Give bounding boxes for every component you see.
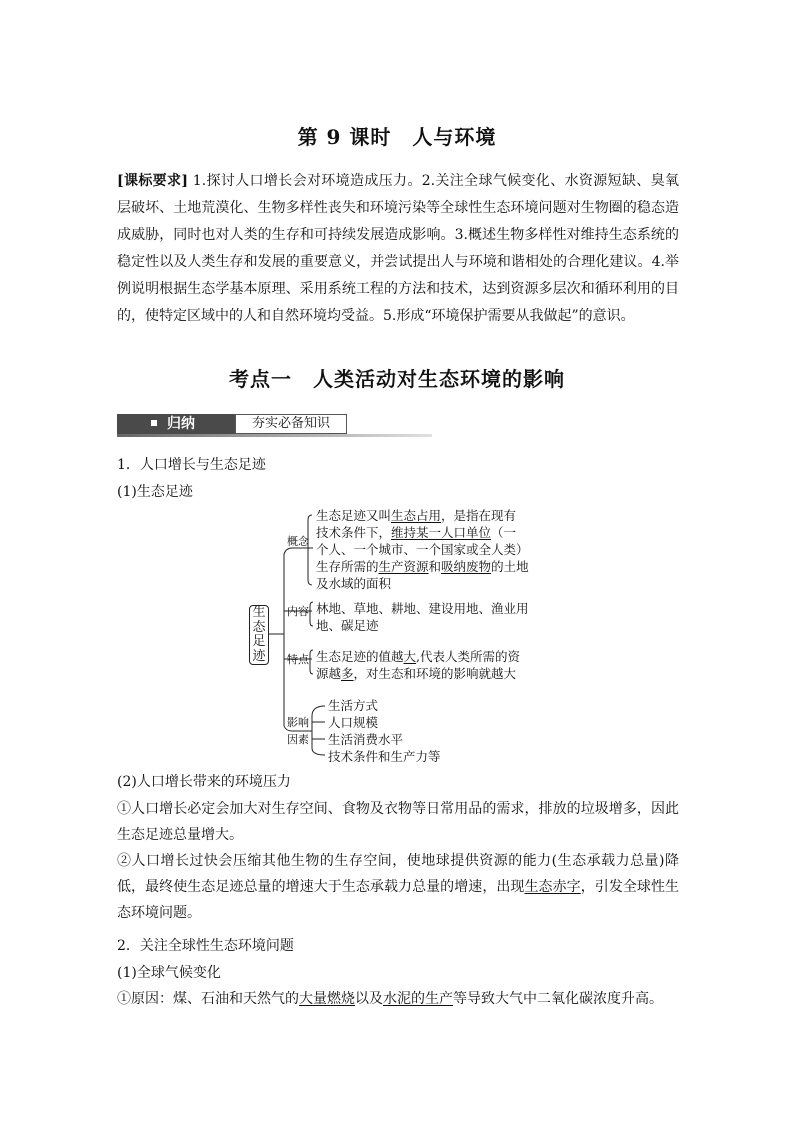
label-feature: 特点: [287, 653, 309, 666]
factor-item: 人口规模: [328, 715, 379, 730]
factor-item: 生活消费水平: [328, 732, 404, 747]
banner-dark-label: 归纳: [117, 414, 235, 434]
factor-item: 生活方式: [328, 698, 379, 713]
heading-environmental-pressure: (2)人口增长带来的环境压力: [117, 774, 291, 790]
content-text: 林地、草地、耕地、建设用地、渔业用 地、碳足迹: [316, 601, 529, 633]
heading-climate-change: (1)全球气候变化: [117, 965, 221, 981]
requirements-tag: [课标要求]: [117, 173, 188, 189]
heading-population-growth: 1．人口增长与生态足迹: [117, 457, 266, 473]
underlined-term: 大量燃烧: [299, 991, 355, 1007]
paragraph-1: ①人口增长必定会加大对生存空间、食物及衣物等日常用品的需求，排放的垃圾增多，因此生态足迹总量增大。: [117, 801, 679, 843]
diagram-root: 生态足迹: [249, 605, 269, 665]
factor-list: [328, 697, 528, 765]
banner-light-label: 夯实必备知识: [235, 414, 347, 434]
label-concept: 概念: [287, 535, 309, 548]
section-title: 考点一 人类活动对生态环境的影响: [229, 367, 565, 391]
paragraph-2: ②人口增长过快会压缩其他生物的生存空间，使地球提供资源的能力(生态承载力总量)降低，最终使生态足迹总量的增速大于生态承载力总量的增速，出现生态赤字，引发全球性生态环境问题。: [117, 853, 680, 921]
heading-global-issues: 2．关注全球性生态环境问题: [117, 938, 294, 954]
heading-ecological-footprint: (1)生态足迹: [117, 484, 193, 500]
paragraph-3: ①原因：煤、石油和天然气的大量燃烧以及水泥的生产等导致大气中二氧化碳浓度升高。: [117, 991, 663, 1007]
concept-text: 生态足迹又叫生态占用，是指在现有 技术条件下，维持某一人口单位（一 个人、一个城市、一个国家或全人类） 生存所需的生产资源和吸纳废物的土地 及水域的面积: [316, 508, 529, 591]
label-factors-2: 因素: [287, 733, 309, 746]
underlined-term: 水泥的生产: [383, 991, 453, 1007]
feature-text: 生态足迹的值越大,代表人类所需的资 源越多，对生态和环境的影响就越大: [316, 649, 521, 681]
requirements-text: 1.探讨人口增长会对环境造成压力。2.关注全球气候变化、水资源短缺、臭氧层破坏、土地荒漠化、生物多样性丧失和环境污染等全球性生态环境问题对生物圈的稳态造成威胁，同时也对人类的生存和可持续发展造成影响。3.概述生物多样性对维持生态系统的稳定性以及人类生存和发展的重要意义，并尝试提出人与环境和谐相处的合理化建议。4.举例说明根据生态学基本原理、采用系统工程的方法和技术，达到资源多层次和循环利用的目的，使特定区域中的人和自然环境均受益。5.形成“环境保护需要从我做起”的意识。: [117, 173, 680, 324]
underlined-term: 生态赤字: [524, 879, 581, 895]
label-content: 内容: [287, 605, 309, 618]
label-factors-1: 影响: [287, 716, 309, 729]
lesson-title: 第 9 课时 人与环境: [297, 125, 497, 149]
factor-item: 技术条件和生产力等: [328, 749, 441, 764]
